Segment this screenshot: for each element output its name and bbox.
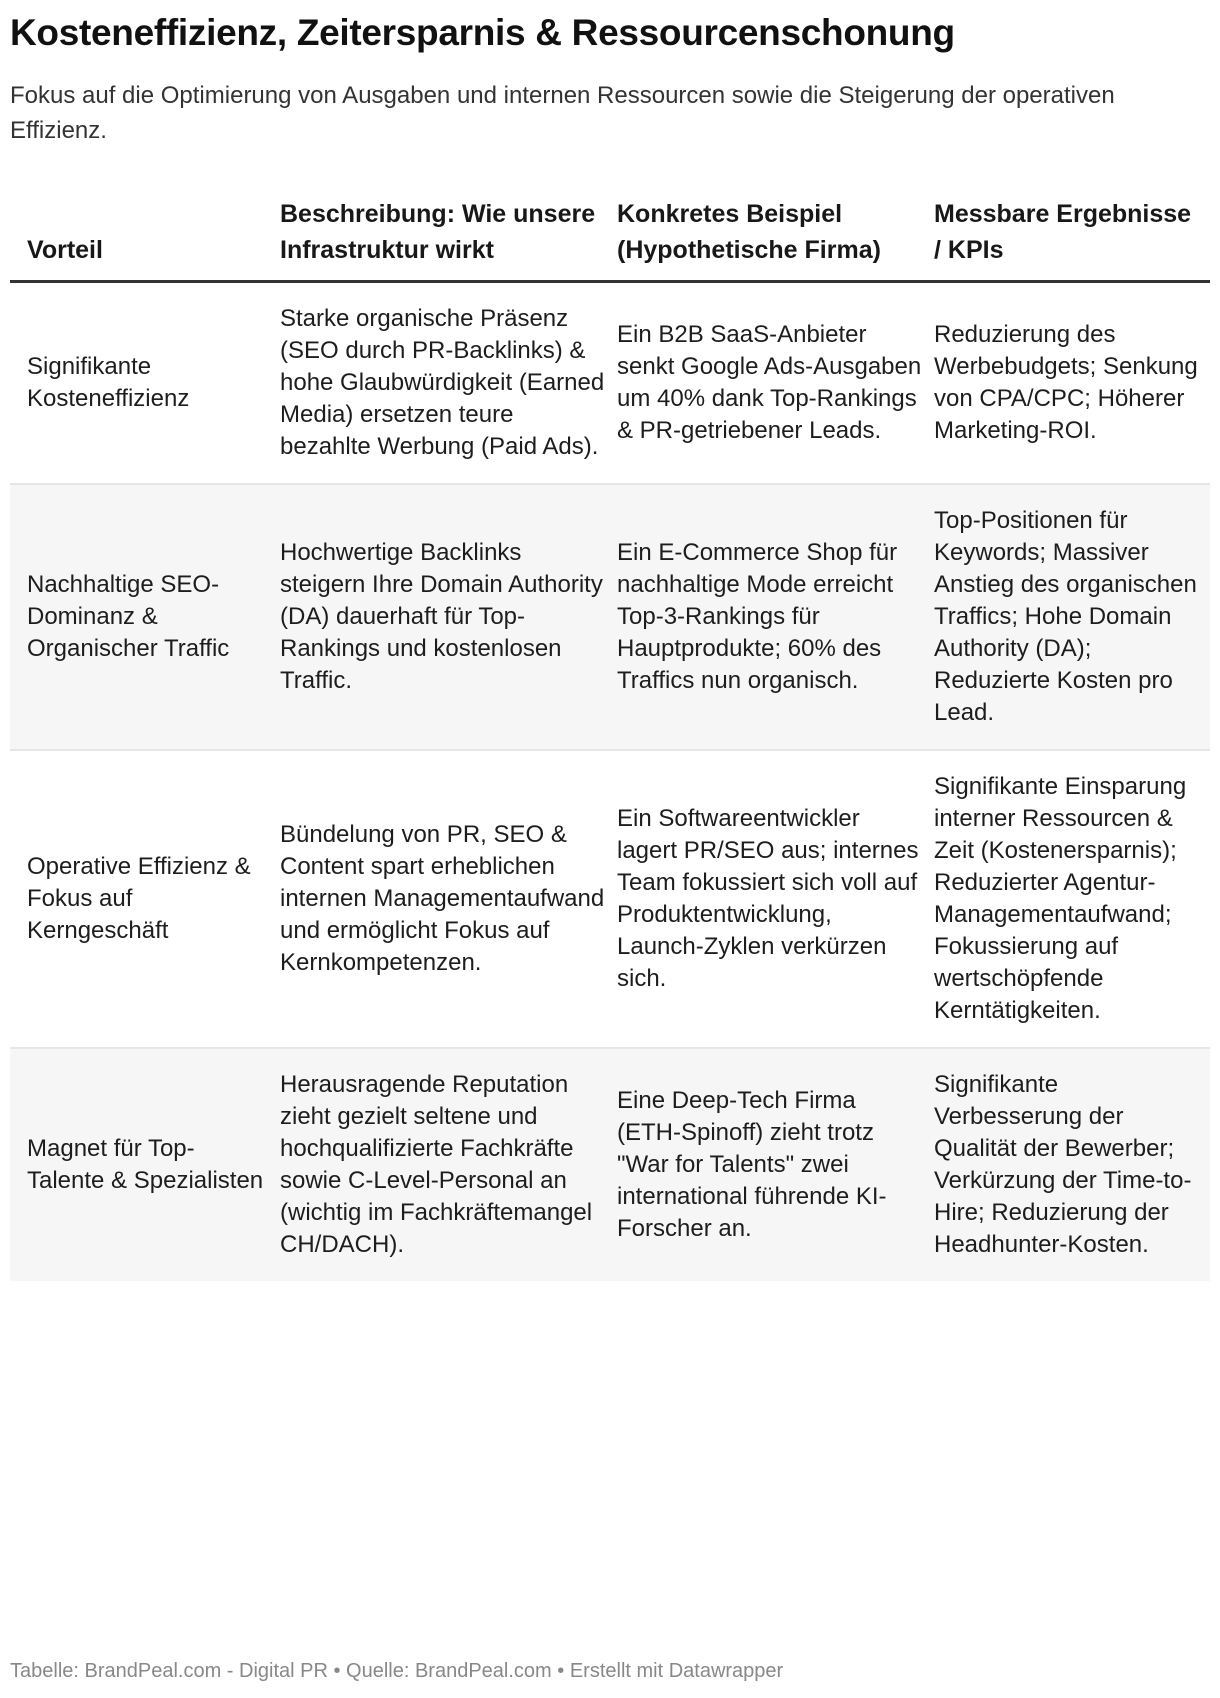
table-row — [10, 1048, 1210, 1281]
table-row — [10, 282, 1210, 485]
cell-vorteil: Signifikante Kosteneffizienz — [10, 282, 274, 485]
cell-beispiel: Eine Deep-Tech Firma (ETH-Spinoff) zieht trotz "War for Talents" zwei international führende KI-Forscher an. — [611, 1048, 928, 1281]
cell-beschreibung: Herausragende Reputation zieht gezielt seltene und hochqualifizierte Fachkräfte sowie C-Level-Personal an (wichtig im Fachkräftemangel CH/DACH). — [274, 1048, 611, 1281]
cell-beispiel: Ein B2B SaaS-Anbieter senkt Google Ads-Ausgaben um 40% dank Top-Rankings & PR-getriebener Leads. — [611, 282, 928, 485]
cell-vorteil: Operative Effizienz & Fokus auf Kerngeschäft — [10, 750, 274, 1048]
page-subtitle: Fokus auf die Optimierung von Ausgaben und internen Ressourcen sowie die Steigerung der operativen Effizienz. — [10, 82, 1115, 144]
cell-kpis: Top-Positionen für Keywords; Massiver Anstieg des organischen Traffics; Hohe Domain Authority (DA); Reduzierte Kosten pro Lead. — [928, 484, 1210, 750]
source-footer: Tabelle: BrandPeal.com - Digital PR • Quelle: BrandPeal.com • Erstellt mit Datawrapper — [10, 1660, 784, 1682]
table-header-row — [10, 196, 1210, 282]
table-row — [10, 484, 1210, 750]
cell-kpis: Signifikante Verbesserung der Qualität der Bewerber; Verkürzung der Time-to-Hire; Reduzierung der Headhunter-Kosten. — [928, 1048, 1210, 1281]
cell-kpis: Reduzierung des Werbebudgets; Senkung von CPA/CPC; Höherer Marketing-ROI. — [928, 282, 1210, 485]
column-header-vorteil: Vorteil — [10, 196, 274, 282]
data-table — [10, 196, 1210, 1281]
cell-beispiel: Ein E-Commerce Shop für nachhaltige Mode erreicht Top-3-Rankings für Hauptprodukte; 60% des Traffics nun organisch. — [611, 484, 928, 750]
cell-beschreibung: Hochwertige Backlinks steigern Ihre Domain Authority (DA) dauerhaft für Top-Rankings und kostenlosen Traffic. — [274, 484, 611, 750]
cell-beispiel: Ein Softwareentwickler lagert PR/SEO aus; internes Team fokussiert sich voll auf Produktentwicklung, Launch-Zyklen verkürzen sich. — [611, 750, 928, 1048]
table-row — [10, 750, 1210, 1048]
cell-beschreibung: Starke organische Präsenz (SEO durch PR-Backlinks) & hohe Glaubwürdigkeit (Earned Media) ersetzen teure bezahlte Werbung (Paid Ads). — [274, 282, 611, 485]
cell-beschreibung: Bündelung von PR, SEO & Content spart erheblichen internen Managementaufwand und ermöglicht Fokus auf Kernkompetenzen. — [274, 750, 611, 1048]
cell-kpis: Signifikante Einsparung interner Ressourcen & Zeit (Kostenersparnis); Reduzierter Agentur-Managementaufwand; Fokussierung auf wertschöpfende Kerntätigkeiten. — [928, 750, 1210, 1048]
cell-vorteil: Nachhaltige SEO-Dominanz & Organischer Traffic — [10, 484, 274, 750]
column-header-kpis: Messbare Ergebnisse / KPIs — [928, 196, 1210, 282]
column-header-beispiel: Konkretes Beispiel (Hypothetische Firma) — [611, 196, 928, 282]
page-title: Kosteneffizienz, Zeitersparnis & Ressourcenschonung — [10, 12, 955, 53]
cell-vorteil: Magnet für Top-Talente & Spezialisten — [10, 1048, 274, 1281]
column-header-beschreibung: Beschreibung: Wie unsere Infrastruktur wirkt — [274, 196, 611, 282]
